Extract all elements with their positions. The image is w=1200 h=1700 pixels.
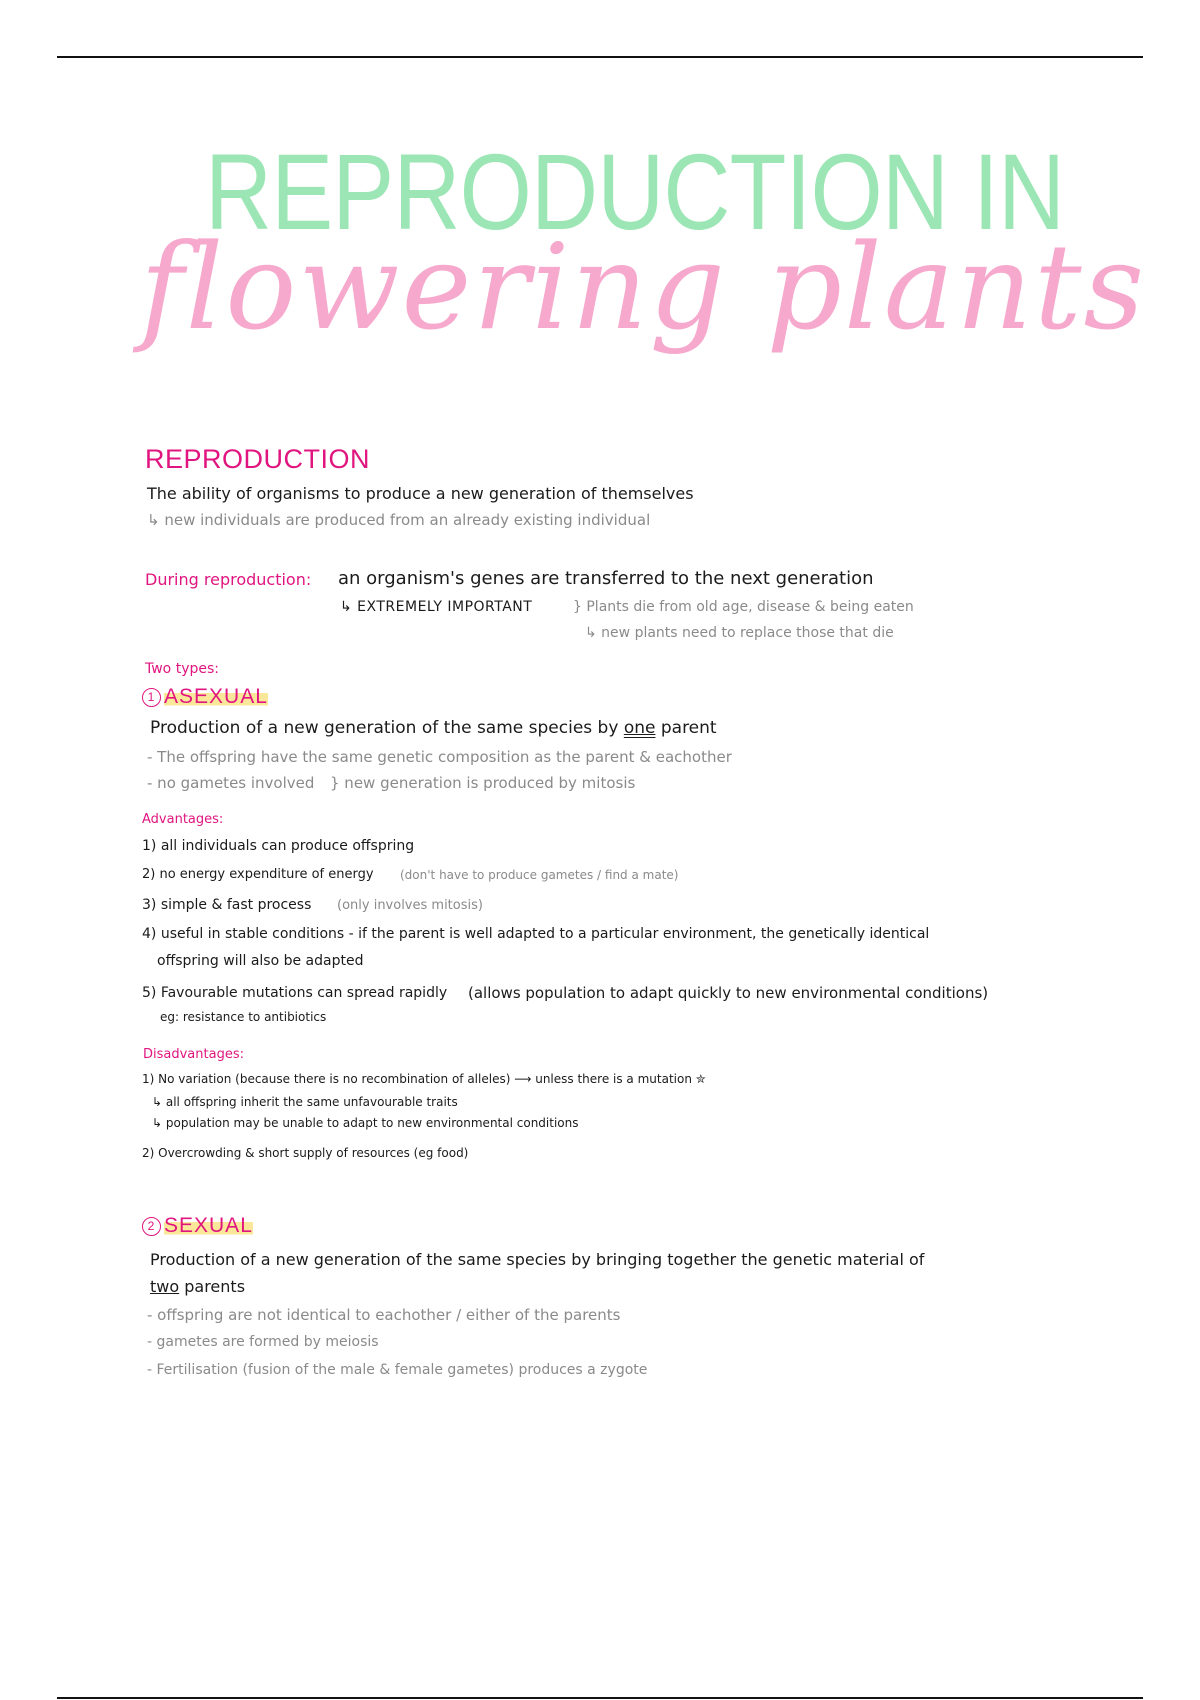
disadvantage-2: 2) Overcrowding & short supply of resources (eg food): [142, 1146, 469, 1160]
reproduction-note: ↳ new individuals are produced from an already existing individual: [147, 511, 651, 529]
sexual-definition-line-2: [150, 1277, 245, 1296]
number-one-icon: 1: [142, 688, 161, 707]
asexual-definition-emphasis: one: [623, 718, 656, 738]
two-types-label: Two types:: [145, 661, 219, 677]
bottom-rule: [57, 1697, 1143, 1699]
title-line-2: flowering plants: [140, 218, 1147, 356]
asexual-heading-text: ASEXUAL: [164, 685, 268, 708]
advantage-3b: (only involves mitosis): [337, 898, 483, 913]
sexual-heading-text: SEXUAL: [164, 1214, 253, 1237]
disadvantage-1-sub-2: ↳ population may be unable to adapt to new environmental conditions: [152, 1116, 579, 1130]
advantage-3a: 3) simple & fast process: [142, 897, 312, 913]
advantage-2b: (don't have to produce gametes / find a mate): [400, 868, 679, 882]
reproduction-definition: The ability of organisms to produce a new generation of themselves: [147, 484, 694, 503]
disadvantage-1: 1) No variation (because there is no recombination of alleles) ⟶ unless there is a mutation ✮: [142, 1072, 706, 1086]
title-line-1: REPRODUCTION IN: [205, 131, 1065, 252]
asexual-definition-pre: Production of a new generation of the same species by: [150, 718, 624, 738]
disadvantage-1-sub-1: ↳ all offspring inherit the same unfavourable traits: [152, 1095, 458, 1109]
asexual-point-2b: } new generation is produced by mitosis: [330, 774, 636, 792]
asexual-point-2a: - no gametes involved: [147, 774, 315, 792]
sexual-definition-post: parents: [179, 1277, 246, 1296]
sexual-point-3: - Fertilisation (fusion of the male & female gametes) produces a zygote: [147, 1362, 648, 1378]
during-reproduction-label: During reproduction:: [145, 570, 312, 589]
advantage-5b: (allows population to adapt quickly to new environmental conditions): [468, 984, 989, 1002]
advantage-4a: 4) useful in stable conditions - if the parent is well adapted to a particular environment, the genetically identical: [142, 926, 930, 942]
sexual-definition-emphasis: two: [150, 1277, 180, 1296]
extremely-important-label: ↳ EXTREMELY IMPORTANT: [340, 599, 533, 615]
sexual-definition-line-1: Production of a new generation of the same species by bringing together the genetic material of: [150, 1250, 925, 1269]
asexual-definition: [150, 718, 717, 738]
during-reproduction-text: an organism's genes are transferred to the next generation: [338, 568, 874, 589]
advantage-1: 1) all individuals can produce offspring: [142, 838, 415, 854]
advantages-label: Advantages:: [142, 812, 224, 827]
sexual-point-1: - offspring are not identical to eachother / either of the parents: [147, 1306, 621, 1324]
asexual-definition-post: parent: [655, 718, 717, 738]
advantage-2a: 2) no energy expenditure of energy: [142, 867, 374, 882]
important-reason-2: ↳ new plants need to replace those that die: [585, 625, 894, 641]
asexual-point-1: - The offspring have the same genetic composition as the parent & eachother: [147, 748, 732, 766]
disadvantages-label: Disadvantages:: [143, 1047, 244, 1062]
number-two-icon: 2: [142, 1217, 161, 1236]
sexual-heading: [142, 1214, 253, 1238]
asexual-heading: [142, 685, 268, 709]
advantage-5c: eg: resistance to antibiotics: [160, 1010, 327, 1024]
sexual-point-2: - gametes are formed by meiosis: [147, 1334, 379, 1350]
advantage-5a: 5) Favourable mutations can spread rapidly: [142, 985, 448, 1001]
top-rule: [57, 56, 1143, 58]
advantage-4b: offspring will also be adapted: [157, 953, 364, 969]
reproduction-heading: REPRODUCTION: [145, 444, 371, 474]
important-reason-1: } Plants die from old age, disease & being eaten: [573, 599, 914, 615]
